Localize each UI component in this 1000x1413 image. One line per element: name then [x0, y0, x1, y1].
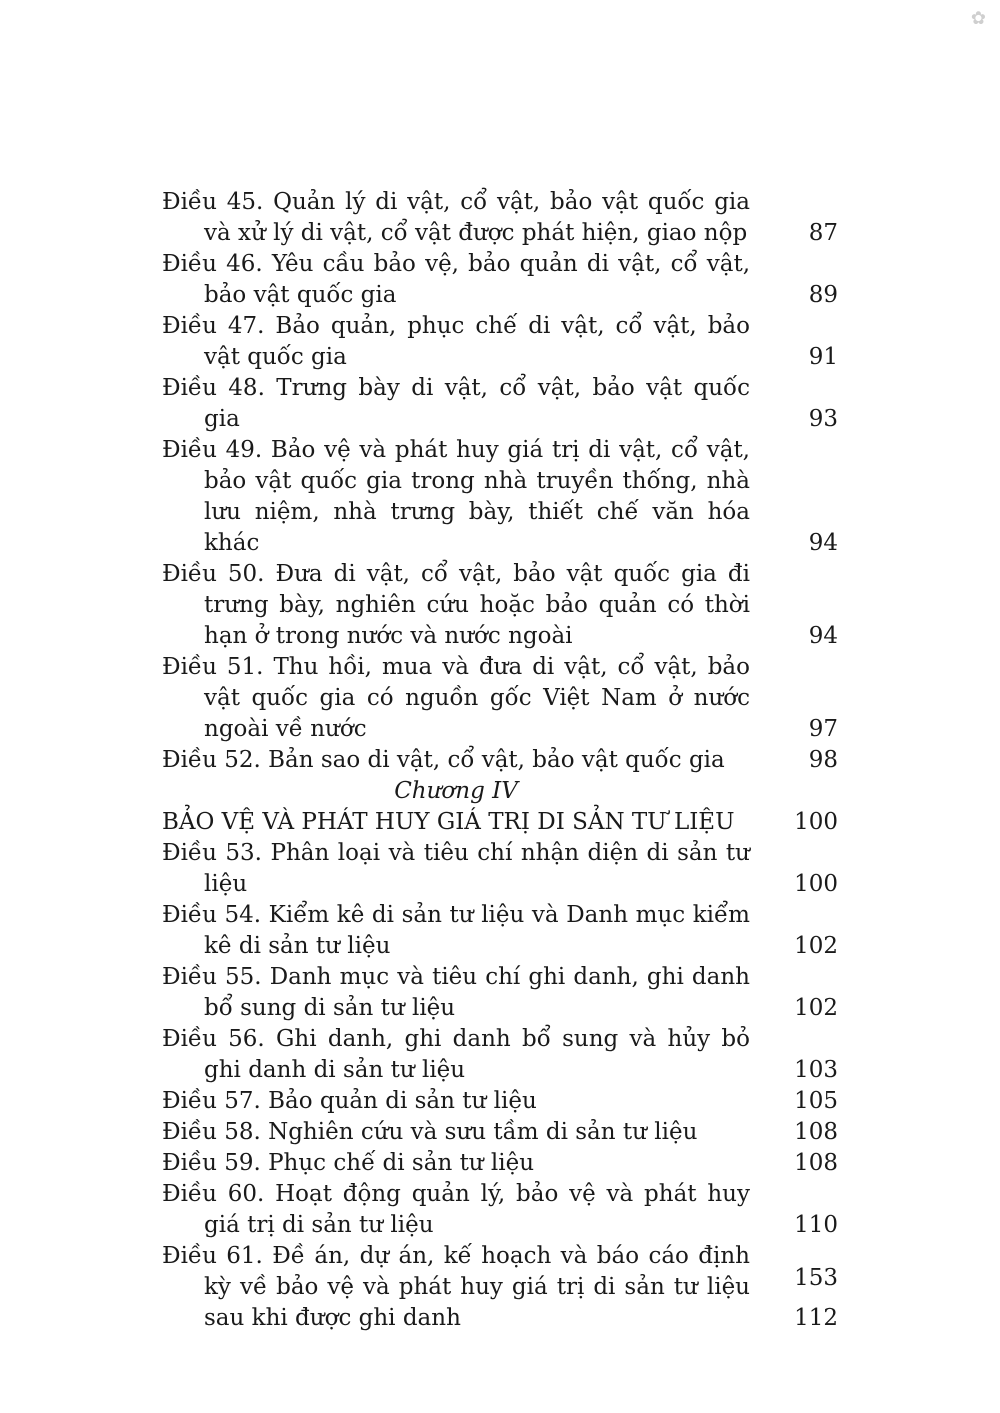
toc-entry-text: Điều 49. Bảo vệ và phát huy giá trị di vật, cổ vật, bảo vật quốc gia trong nhà truyền thống, nhà lưu niệm, nhà trưng bày, thiết chế văn hóa khác — [162, 437, 750, 556]
toc-entry-text: Điều 54. Kiểm kê di sản tư liệu và Danh mục kiểm kê di sản tư liệu — [162, 902, 750, 959]
page-number: 153 — [794, 1265, 838, 1291]
toc-entry-page: 105 — [794, 1088, 838, 1114]
chapter-page: 100 — [794, 809, 838, 835]
toc-entry — [162, 1179, 838, 1241]
toc-entry-text: Điều 45. Quản lý di vật, cổ vật, bảo vật quốc gia và xử lý di vật, cổ vật được phát hiện, giao nộp — [162, 189, 750, 246]
toc-entry — [162, 311, 838, 373]
toc-entry-page: 108 — [794, 1119, 838, 1145]
toc-entry-page: 108 — [794, 1150, 838, 1176]
table-of-contents — [162, 187, 838, 1334]
toc-entry-text: Điều 47. Bảo quản, phục chế di vật, cổ vật, bảo vật quốc gia — [162, 313, 750, 370]
toc-entry-page: 94 — [808, 530, 838, 556]
toc-entry-page: 97 — [808, 716, 838, 742]
toc-group-articles-45-52 — [162, 187, 838, 776]
corner-flower-mark: ✿ — [970, 8, 986, 29]
toc-entry-page: 112 — [794, 1305, 838, 1331]
toc-entry-page: 102 — [794, 995, 838, 1021]
toc-entry — [162, 1117, 838, 1148]
toc-entry — [162, 838, 838, 900]
toc-entry-text: Điều 46. Yêu cầu bảo vệ, bảo quản di vật, cổ vật, bảo vật quốc gia — [162, 251, 750, 308]
toc-entry-page: 110 — [794, 1212, 838, 1238]
toc-entry-page: 91 — [808, 344, 838, 370]
toc-entry-page: 102 — [794, 933, 838, 959]
toc-entry — [162, 900, 838, 962]
toc-entry — [162, 187, 838, 249]
toc-entry-text: Điều 56. Ghi danh, ghi danh bổ sung và hủy bỏ ghi danh di sản tư liệu — [162, 1026, 750, 1083]
toc-entry — [162, 652, 838, 745]
toc-entry-text: Điều 60. Hoạt động quản lý, bảo vệ và phát huy giá trị di sản tư liệu — [162, 1181, 750, 1238]
toc-group-articles-53-61 — [162, 838, 838, 1334]
toc-entry — [162, 1148, 838, 1179]
toc-entry-text: Điều 59. Phục chế di sản tư liệu — [162, 1150, 535, 1176]
toc-entry — [162, 559, 838, 652]
toc-entry-page: 89 — [808, 282, 838, 308]
toc-entry-text: Điều 61. Đề án, dự án, kế hoạch và báo cáo định kỳ về bảo vệ và phát huy giá trị di sản tư liệu sau khi được ghi danh — [162, 1243, 750, 1331]
toc-entry — [162, 249, 838, 311]
toc-entry — [162, 1024, 838, 1086]
toc-entry-text: Điều 58. Nghiên cứu và sưu tầm di sản tư liệu — [162, 1119, 698, 1145]
toc-entry-page: 98 — [808, 747, 838, 773]
toc-entry-page: 87 — [808, 220, 838, 246]
toc-entry — [162, 373, 838, 435]
toc-entry-text: Điều 52. Bản sao di vật, cổ vật, bảo vật quốc gia — [162, 747, 725, 773]
chapter-label: Chương IV — [394, 778, 518, 804]
toc-entry-text: Điều 51. Thu hồi, mua và đưa di vật, cổ vật, bảo vật quốc gia có nguồn gốc Việt Nam ở nước ngoài về nước — [162, 654, 750, 742]
toc-entry-page: 103 — [794, 1057, 838, 1083]
toc-entry — [162, 1086, 838, 1117]
toc-entry — [162, 962, 838, 1024]
toc-entry-text: Điều 57. Bảo quản di sản tư liệu — [162, 1088, 537, 1114]
toc-entry-page: 93 — [808, 406, 838, 432]
chapter-title-row — [162, 807, 838, 838]
toc-entry-text: Điều 48. Trưng bày di vật, cổ vật, bảo vật quốc gia — [162, 375, 750, 432]
toc-entry — [162, 745, 838, 776]
chapter-title: BẢO VỆ VÀ PHÁT HUY GIÁ TRỊ DI SẢN TƯ LIỆU — [162, 809, 735, 835]
toc-entry-text: Điều 50. Đưa di vật, cổ vật, bảo vật quốc gia đi trưng bày, nghiên cứu hoặc bảo quản có thời hạn ở trong nước và nước ngoài — [162, 561, 750, 649]
toc-entry-text: Điều 55. Danh mục và tiêu chí ghi danh, ghi danh bổ sung di sản tư liệu — [162, 964, 750, 1021]
toc-entry-page: 100 — [794, 871, 838, 897]
toc-entry — [162, 1241, 838, 1334]
toc-entry — [162, 435, 838, 559]
toc-entry-text: Điều 53. Phân loại và tiêu chí nhận diện di sản tư liệu — [162, 840, 750, 897]
toc-entry-page: 94 — [808, 623, 838, 649]
